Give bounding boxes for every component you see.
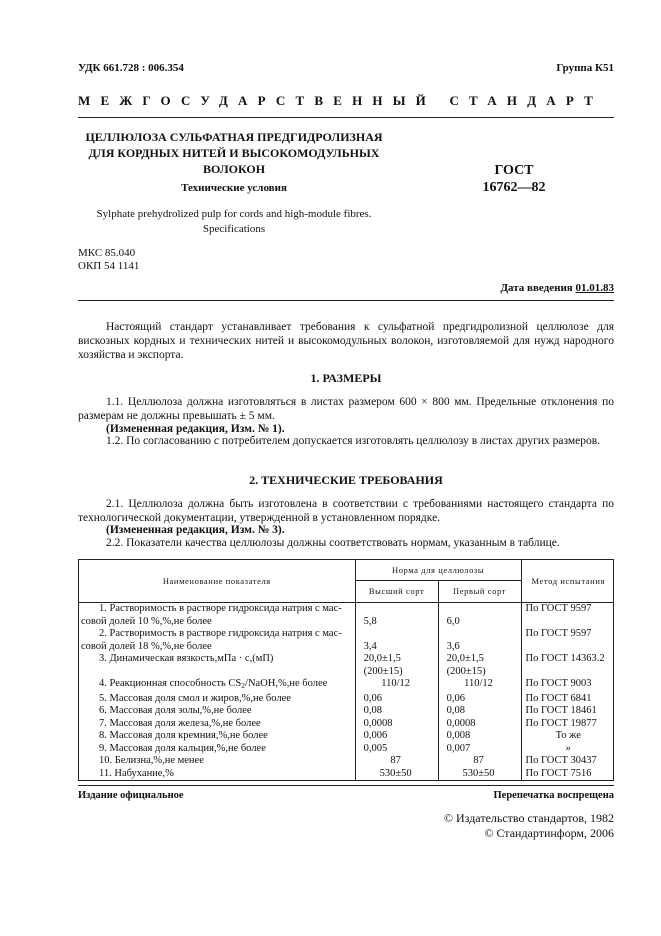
- gost-label: ГОСТ: [494, 163, 534, 178]
- section-2-title: 2. ТЕХНИЧЕСКИЕ ТРЕБОВАНИЯ: [249, 473, 443, 487]
- okp-code: ОКП 54 1141: [78, 260, 140, 272]
- clause-2-1: 2.1. Целлюлоза должна быть изготовлена в соответствии с требованиями настоящего стандарта по технологической документации, утвержденной в установленном порядке.: [78, 498, 614, 524]
- section-1-title: 1. РАЗМЕРЫ: [310, 371, 382, 385]
- cell-high-grade: 0,0008: [355, 718, 438, 731]
- footer-divider: [78, 785, 614, 786]
- official-edition: Издание официальное: [78, 790, 184, 801]
- cell-indicator: 11. Набухание,%: [79, 768, 356, 781]
- cell-method: По ГОСТ 18461: [521, 705, 613, 718]
- gost-designation: [470, 162, 558, 196]
- cell-high-grade: 3,4: [355, 628, 438, 653]
- cell-method: То же: [521, 730, 613, 743]
- cell-indicator: 5. Массовая доля смол и жиров,%,не более: [79, 693, 356, 706]
- cell-first-grade: 0,007: [438, 743, 521, 756]
- cell-indicator: 1. Растворимость в растворе гидроксида натрия с мас- совой долей 10 %,%,не более: [79, 603, 356, 629]
- gost-number: 16762—82: [482, 180, 546, 195]
- clause-2-2: 2.2. Показатели качества целлюлозы должны соответствовать нормам, указанным в таблице.: [106, 537, 560, 549]
- cell-first-grade: 6,0: [438, 603, 521, 629]
- cell-high-grade: 0,08: [355, 705, 438, 718]
- classification-codes: [78, 247, 139, 273]
- cell-method: По ГОСТ 14363.2: [521, 653, 613, 678]
- clause-1-1-note: (Измененная редакция, Изм. № 1).: [106, 423, 285, 435]
- title-english-line-2: Specifications: [202, 223, 266, 235]
- title-line-2: ДЛЯ КОРДНЫХ НИТЕЙ И ВЫСОКОМОДУЛЬНЫХ: [88, 146, 380, 160]
- table-row: [79, 678, 614, 693]
- cell-high-grade: 87: [355, 755, 438, 768]
- copyright-2: © Стандартинформ, 2006: [484, 826, 614, 840]
- group-code: Группа К51: [556, 62, 614, 74]
- cell-first-grade: 0,06: [438, 693, 521, 706]
- cell-method: По ГОСТ 7516: [521, 768, 613, 781]
- cell-method: По ГОСТ 6841: [521, 693, 613, 706]
- title-line-3: ВОЛОКОН: [202, 162, 266, 176]
- title-subtitle: Технические условия: [181, 182, 287, 194]
- header-divider: [78, 117, 614, 118]
- table-row: [79, 653, 614, 678]
- title-block: [80, 129, 388, 196]
- title-english-line-1: Sylphate prehydrolized pulp for cords and high-module fibres.: [96, 208, 372, 220]
- th-method: Метод испытания: [521, 560, 613, 603]
- cell-first-grade: 0,08: [438, 705, 521, 718]
- cell-method: По ГОСТ 30437: [521, 755, 613, 768]
- cell-high-grade: 0,06: [355, 693, 438, 706]
- table-row: [79, 718, 614, 731]
- quality-table: [78, 559, 614, 781]
- intro-date: [500, 282, 614, 294]
- clause-1-2: 1.2. По согласованию с потребителем допускается изготовлять целлюлозу в листах других размеров.: [106, 435, 601, 447]
- clause-1-1: 1.1. Целлюлоза должна изготовляться в листах размером 600 × 800 мм. Предельные отклонения по размерам не должны превышать ± 5 мм.: [78, 396, 614, 422]
- table-row: [79, 755, 614, 768]
- th-name: Наименование показателя: [79, 560, 356, 603]
- cell-high-grade: 0,006: [355, 730, 438, 743]
- cell-first-grade: 110/12: [438, 678, 521, 693]
- copyright-block: [444, 811, 614, 841]
- copyright-1: © Издательство стандартов, 1982: [443, 811, 614, 825]
- title-english: [80, 207, 388, 237]
- cell-method: »: [521, 743, 613, 756]
- table-row: [79, 705, 614, 718]
- cell-indicator: 6. Массовая доля золы,%,не более: [79, 705, 356, 718]
- cell-first-grade: 87: [438, 755, 521, 768]
- reprint-prohibited: Перепечатка воспрещена: [493, 790, 614, 801]
- cell-high-grade: 110/12: [355, 678, 438, 693]
- cell-high-grade: 5,8: [355, 603, 438, 629]
- cell-first-grade: 0,008: [438, 730, 521, 743]
- cell-first-grade: 20,0±1,5 (200±15): [438, 653, 521, 678]
- cell-indicator: 10. Белизна,%,не менее: [79, 755, 356, 768]
- intro-paragraph: Настоящий стандарт устанавливает требования к сульфатной предгидролизной целлюлозе для вискозных кордных и технических нитей и высокомодульных волокон, изготовляемой для нужд народного хозяйства и экспорта.: [78, 321, 614, 361]
- cell-method: По ГОСТ 19877: [521, 718, 613, 731]
- cell-indicator: 3. Динамическая вязкость,мПа · с,(мП): [79, 653, 356, 678]
- mks-code: МКС 85.040: [78, 247, 136, 259]
- intro-date-value: 01.01.83: [575, 282, 614, 294]
- cell-method: По ГОСТ 9003: [521, 678, 613, 693]
- standard-banner: МЕЖГОСУДАРСТВЕННЫЙ СТАНДАРТ: [78, 93, 604, 108]
- cell-high-grade: 530±50: [355, 768, 438, 781]
- cell-indicator: 4. Реакционная способность $CS_2/NaOH,\%,не$ более: [79, 678, 356, 693]
- th-norm: Норма для целлюлозы: [355, 560, 521, 581]
- table-body: [79, 603, 614, 781]
- cell-high-grade: 0,005: [355, 743, 438, 756]
- cell-indicator: 8. Массовая доля кремния,%,не более: [79, 730, 356, 743]
- cell-first-grade: 0,0008: [438, 718, 521, 731]
- cell-method: По ГОСТ 9597: [521, 628, 613, 653]
- table-row: [79, 730, 614, 743]
- clause-2-1-note: (Измененная редакция, Изм. № 3).: [106, 524, 285, 536]
- cell-high-grade: 20,0±1,5 (200±15): [355, 653, 438, 678]
- cell-indicator: 2. Растворимость в растворе гидроксида натрия с мас- совой долей 18 %,%,не более: [79, 628, 356, 653]
- th-first-grade: Первый сорт: [438, 581, 521, 603]
- cell-method: По ГОСТ 9597: [521, 603, 613, 629]
- table-row: [79, 693, 614, 706]
- table-row: [79, 768, 614, 781]
- cell-indicator: 9. Массовая доля кальция,%,не более: [79, 743, 356, 756]
- table-row: [79, 628, 614, 653]
- th-high-grade: Высший сорт: [355, 581, 438, 603]
- date-divider: [78, 300, 614, 301]
- title-line-1: ЦЕЛЛЮЛОЗА СУЛЬФАТНАЯ ПРЕДГИДРОЛИЗНАЯ: [85, 130, 383, 144]
- cell-first-grade: 530±50: [438, 768, 521, 781]
- table-row: [79, 743, 614, 756]
- cell-indicator: 7. Массовая доля железа,%,не более: [79, 718, 356, 731]
- table-row: [79, 603, 614, 629]
- cell-first-grade: 3,6: [438, 628, 521, 653]
- intro-date-label: Дата введения: [500, 282, 573, 294]
- udk-code: УДК 661.728 : 006.354: [78, 62, 184, 74]
